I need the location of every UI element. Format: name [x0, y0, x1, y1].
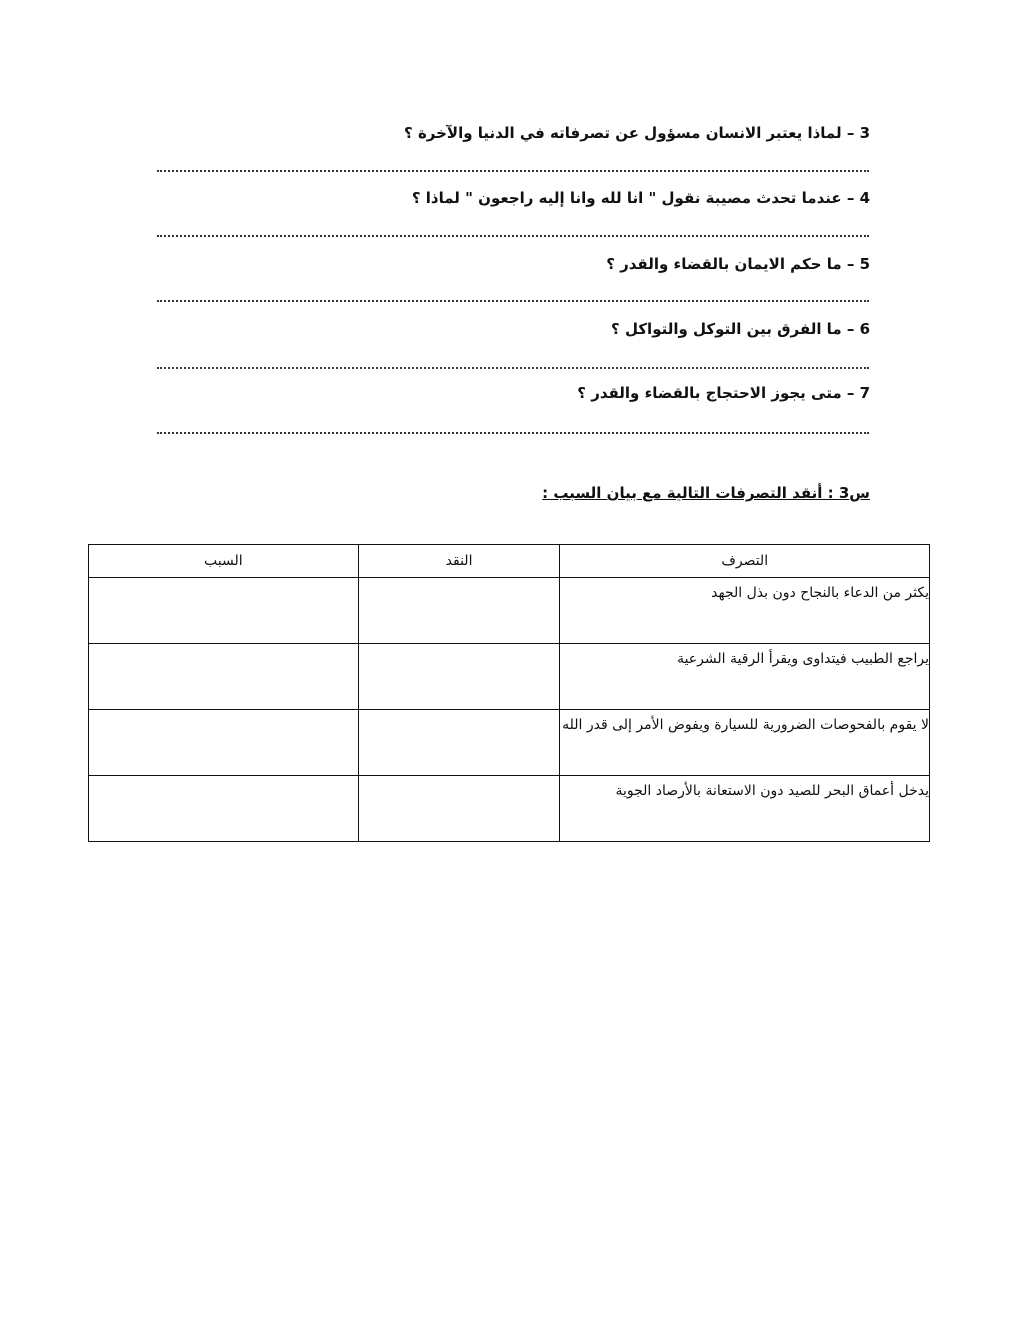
table-row	[89, 644, 930, 710]
action-cell: لا يقوم بالفحوصات الضرورية للسيارة ويفوض الأمر إلى قدر الله	[560, 710, 930, 776]
header-reason: السبب	[89, 545, 359, 578]
critique-cell[interactable]	[358, 776, 560, 842]
header-action: التصرف	[560, 545, 930, 578]
answer-line-4[interactable]	[157, 235, 869, 237]
question-3: 3 – لماذا يعتبر الانسان مسؤول عن تصرفاته في الدنيا والآخرة ؟	[404, 124, 870, 142]
header-critique: النقد	[358, 545, 560, 578]
answer-line-3[interactable]	[157, 170, 869, 172]
question-7: 7 – متى يجوز الاحتجاج بالقضاء والقدر ؟	[577, 384, 870, 402]
answer-line-7[interactable]	[157, 432, 869, 434]
question-4: 4 – عندما تحدث مصيبة نقول " انا لله وانا إليه راجعون " لماذا ؟	[411, 189, 870, 207]
question-6: 6 – ما الفرق بين التوكل والتواكل ؟	[611, 320, 870, 338]
critique-table	[88, 544, 930, 842]
reason-cell[interactable]	[89, 776, 359, 842]
critique-cell[interactable]	[358, 710, 560, 776]
reason-cell[interactable]	[89, 644, 359, 710]
action-cell: يراجع الطبيب فيتداوى ويقرأ الرقية الشرعية	[560, 644, 930, 710]
answer-line-6[interactable]	[157, 367, 869, 369]
table-row	[89, 776, 930, 842]
critique-cell[interactable]	[358, 578, 560, 644]
action-cell: يكثر من الدعاء بالنجاح دون بذل الجهد	[560, 578, 930, 644]
table-row	[89, 578, 930, 644]
reason-cell[interactable]	[89, 578, 359, 644]
section-title: س3 : أنقد التصرفات التالية مع بيان السبب :	[542, 484, 870, 502]
question-5: 5 – ما حكم الايمان بالقضاء والقدر ؟	[606, 255, 870, 273]
answer-line-5[interactable]	[157, 300, 869, 302]
table-row	[89, 710, 930, 776]
table-header-row	[89, 545, 930, 578]
reason-cell[interactable]	[89, 710, 359, 776]
critique-cell[interactable]	[358, 644, 560, 710]
action-cell: يدخل أعماق البحر للصيد دون الاستعانة بالأرصاد الجوية	[560, 776, 930, 842]
